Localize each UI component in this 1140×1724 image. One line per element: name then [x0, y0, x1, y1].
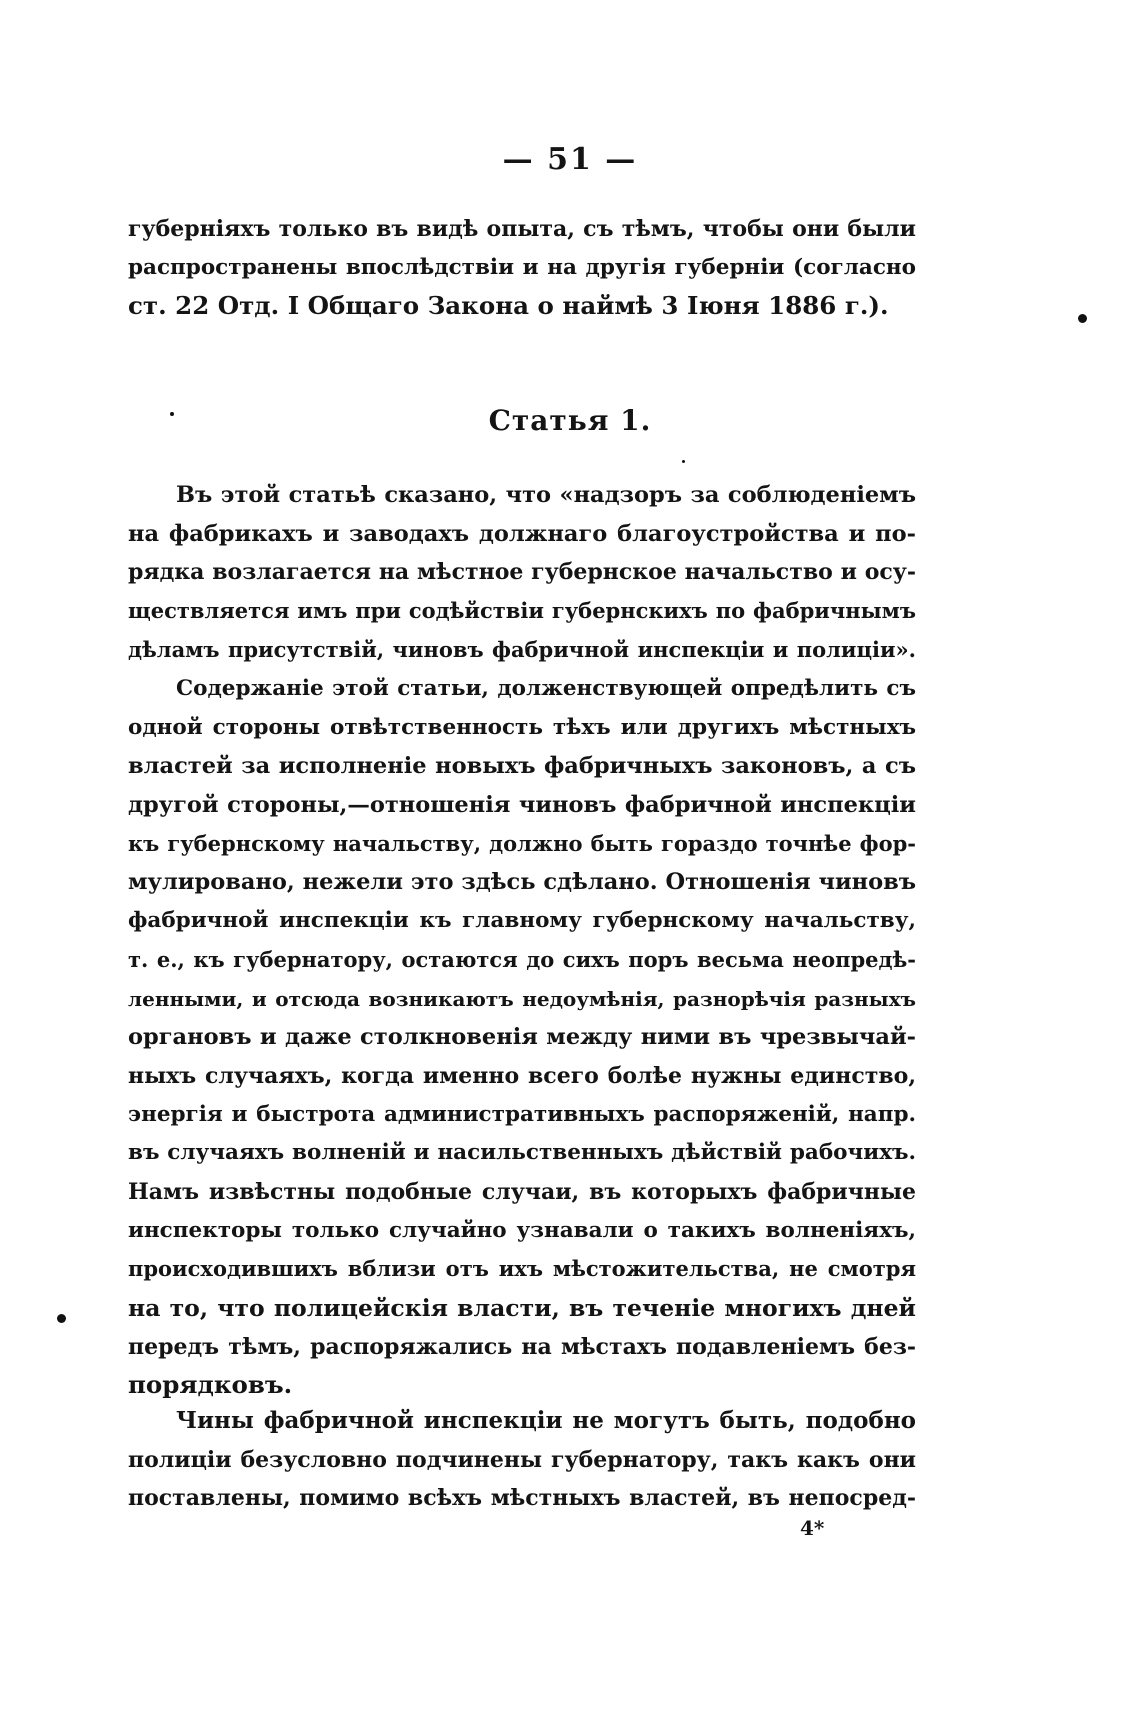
ink-speck [57, 1314, 66, 1323]
text-line: ст. 22 Отд. I Общаго Закона о наймѣ 3 Іюня 1886 г.). [128, 291, 889, 321]
text-line: органовъ и даже столкновенія между ними въ чрезвычай- [128, 1024, 916, 1051]
paragraph-2 [128, 670, 916, 1405]
text-line: рядка возлагается на мѣстное губернское начальство и осу- [128, 559, 916, 586]
text-line: происходившихъ вблизи отъ ихъ мѣстожительства, не смотря [128, 1256, 916, 1282]
text-line: т. е., къ губернатору, остаются до сихъ поръ весьма неопредѣ- [128, 946, 916, 972]
text-line: энергія и быстрота административныхъ распоряженій, напр. [128, 1101, 916, 1127]
text-line: Содержаніе этой статьи, долженствующей опредѣлить съ [176, 676, 916, 701]
ink-speck [682, 460, 685, 463]
ink-speck [170, 412, 174, 416]
text-line: ленными, и отсюда возникаютъ недоумѣнія, разнорѣчія разныхъ [128, 986, 916, 1011]
text-line: ществляется имъ при содѣйствіи губернскихъ по фабричнымъ [128, 598, 916, 624]
text-line: властей за исполненіе новыхъ фабричныхъ законовъ, а съ [128, 753, 916, 780]
text-line: Въ этой статьѣ сказано, что «надзоръ за соблюденіемъ [176, 482, 916, 508]
text-line: къ губернскому начальству, должно быть гораздо точнѣе фор- [128, 830, 916, 856]
text-line: Намъ извѣстны подобные случаи, въ которыхъ фабричные [128, 1178, 916, 1205]
paragraph-3 [128, 1402, 916, 1518]
text-line: ныхъ случаяхъ, когда именно всего болѣе нужны единство, [128, 1062, 916, 1089]
text-line: инспекторы только случайно узнавали о такихъ волненіяхъ, [128, 1217, 916, 1243]
text-line: на фабрикахъ и заводахъ должнаго благоустройства и по- [128, 520, 916, 547]
text-line: поставлены, помимо всѣхъ мѣстныхъ властей, въ непосред- [128, 1485, 916, 1512]
text-line: порядковъ. [128, 1370, 293, 1400]
ink-speck [1078, 314, 1087, 323]
text-line: фабричной инспекціи къ главному губернскому начальству, [128, 908, 916, 934]
text-line: передъ тѣмъ, распоряжались на мѣстахъ подавленіемъ без- [128, 1333, 916, 1360]
text-line: Чины фабричной инспекціи не могутъ быть, подобно [176, 1407, 916, 1434]
text-line: одной стороны отвѣтственность тѣхъ или другихъ мѣстныхъ [128, 714, 916, 740]
paragraph-1 [128, 476, 916, 669]
text-line: распространены впослѣдствіи и на другія губерніи (согласно [128, 254, 916, 280]
text-line: губерніяхъ только въ видѣ опыта, съ тѣмъ, чтобы они были [128, 216, 916, 242]
page-number: — 51 — [502, 142, 638, 177]
text-line: дѣламъ присутствій, чиновъ фабричной инспекціи и полиціи». [128, 636, 916, 662]
text-line: полиціи безусловно подчинены губернатору, такъ какъ они [128, 1446, 916, 1473]
text-line: другой стороны,—отношенія чиновъ фабричной инспекціи [128, 792, 916, 819]
text-line: мулировано, нежели это здѣсь сдѣлано. Отношенія чиновъ [128, 869, 916, 896]
article-heading: Статья 1. [488, 404, 652, 437]
intro-paragraph [128, 210, 916, 326]
text-line: на то, что полицейскія власти, въ теченіе многихъ дней [128, 1294, 916, 1322]
text-line: въ случаяхъ волненій и насильственныхъ дѣйствій рабочихъ. [128, 1140, 916, 1166]
signature-mark: 4* [800, 1516, 825, 1540]
